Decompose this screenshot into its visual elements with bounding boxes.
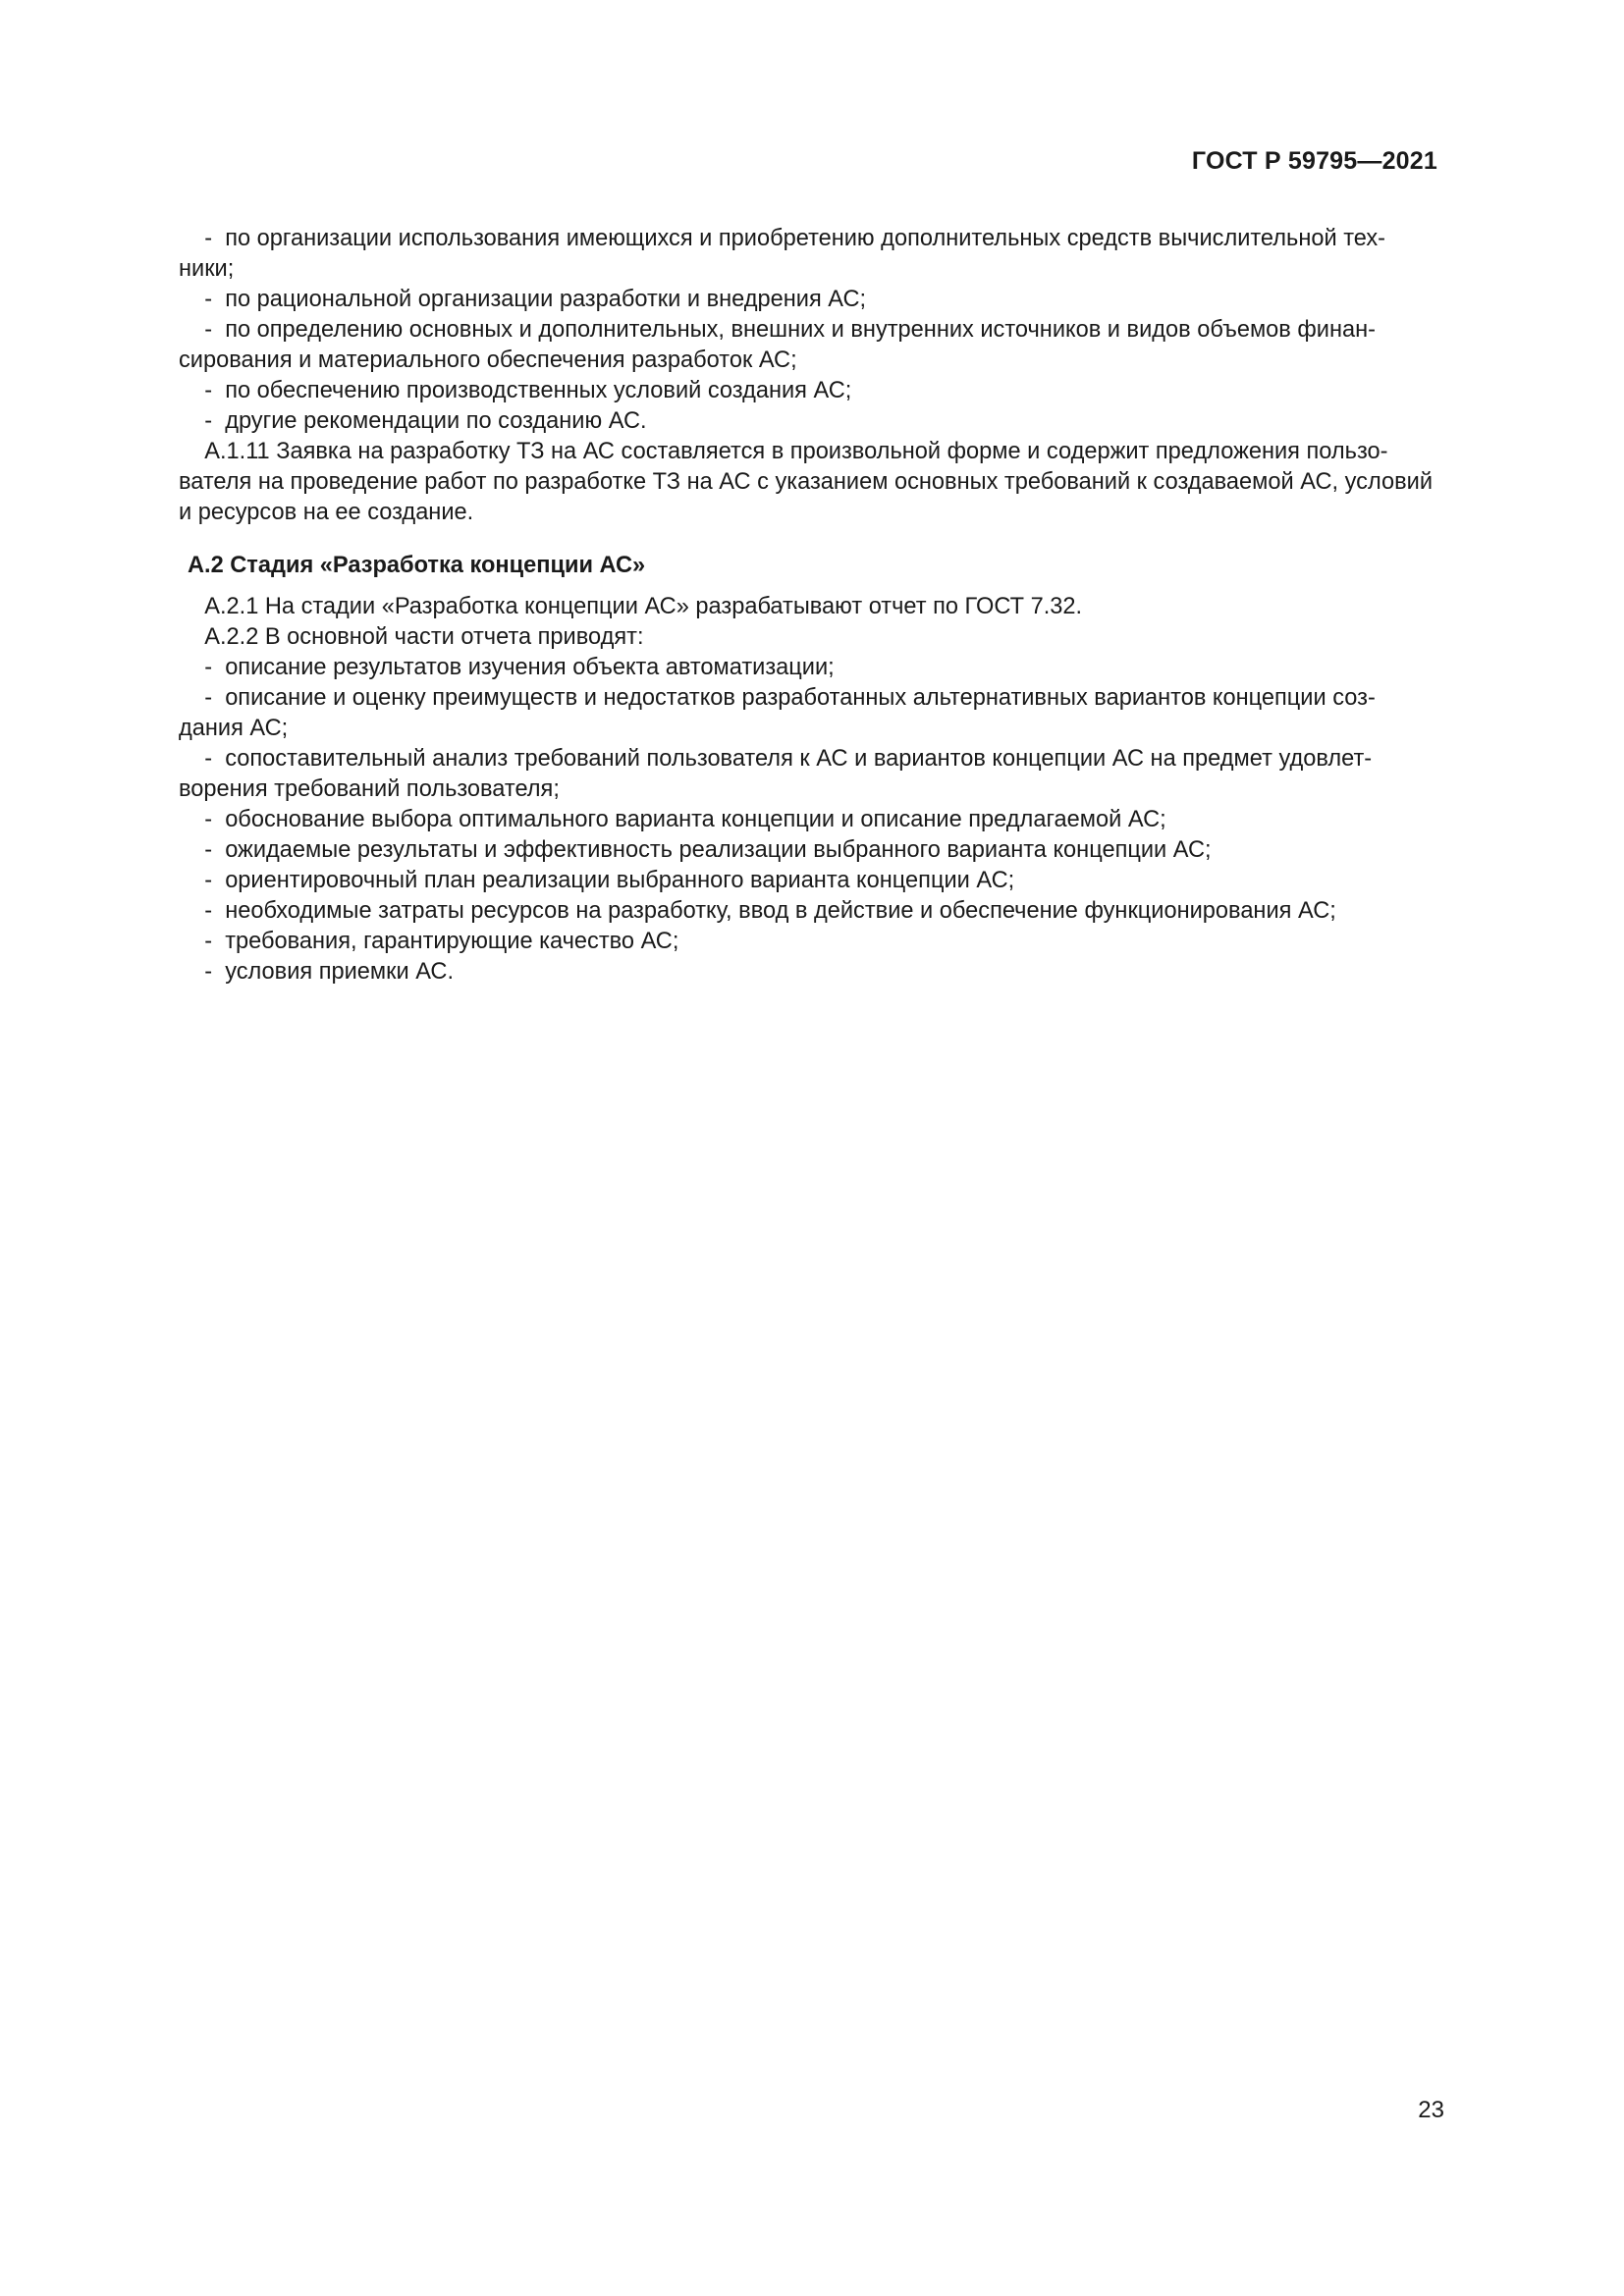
text-line: - ожидаемые результаты и эффективность реализации выбранного варианта концепции АС; bbox=[179, 837, 1212, 863]
page-number: 23 bbox=[1418, 2097, 1444, 2123]
text-line: А.1.11 Заявка на разработку ТЗ на АС составляется в произвольной форме и содержит предложения пользо- bbox=[179, 439, 1388, 464]
document-header: ГОСТ Р 59795—2021 bbox=[1191, 147, 1437, 175]
text-line: - условия приемки АС. bbox=[179, 959, 455, 985]
document-body bbox=[179, 224, 1443, 988]
text-line: - описание и оценку преимуществ и недостатков разработанных альтернативных вариантов концепции соз- bbox=[179, 685, 1376, 711]
text-line: ворения требований пользователя; bbox=[179, 776, 560, 802]
text-line: дания АС; bbox=[179, 716, 289, 741]
text-line: - требования, гарантирующие качество АС; bbox=[179, 929, 679, 954]
text-line: и ресурсов на ее создание. bbox=[179, 500, 474, 525]
text-line: сирования и материального обеспечения разработок АС; bbox=[179, 347, 797, 373]
text-line: ники; bbox=[179, 256, 235, 282]
text-line: А.2.1 На стадии «Разработка концепции АС» разрабатывают отчет по ГОСТ 7.32. bbox=[179, 594, 1083, 619]
text-line: - другие рекомендации по созданию АС. bbox=[179, 408, 647, 434]
text-line: - по определению основных и дополнительных, внешних и внутренних источников и видов объемов финан- bbox=[179, 317, 1377, 343]
text-line: - ориентировочный план реализации выбранного варианта концепции АС; bbox=[179, 868, 1015, 893]
text-line: - описание результатов изучения объекта автоматизации; bbox=[179, 655, 835, 680]
text-block-2 bbox=[179, 592, 1443, 988]
text-line: - по обеспечению производственных условий создания АС; bbox=[179, 378, 852, 403]
text-line: вателя на проведение работ по разработке ТЗ на АС с указанием основных требований к создаваемой АС, условий bbox=[179, 469, 1433, 495]
text-block-1 bbox=[179, 224, 1443, 528]
section-heading: А.2 Стадия «Разработка концепции АС» bbox=[188, 553, 646, 578]
text-line: - сопоставительный анализ требований пользователя к АС и вариантов концепции АС на предмет удовлет- bbox=[179, 746, 1373, 772]
text-line: - необходимые затраты ресурсов на разработку, ввод в действие и обеспечение функционирования АС; bbox=[179, 898, 1336, 924]
text-line: - обоснование выбора оптимального варианта концепции и описание предлагаемой АС; bbox=[179, 807, 1166, 832]
text-line: - по рациональной организации разработки и внедрения АС; bbox=[179, 287, 867, 312]
text-line: - по организации использования имеющихся и приобретению дополнительных средств вычислительной тех- bbox=[179, 226, 1386, 251]
text-line: А.2.2 В основной части отчета приводят: bbox=[179, 624, 644, 650]
